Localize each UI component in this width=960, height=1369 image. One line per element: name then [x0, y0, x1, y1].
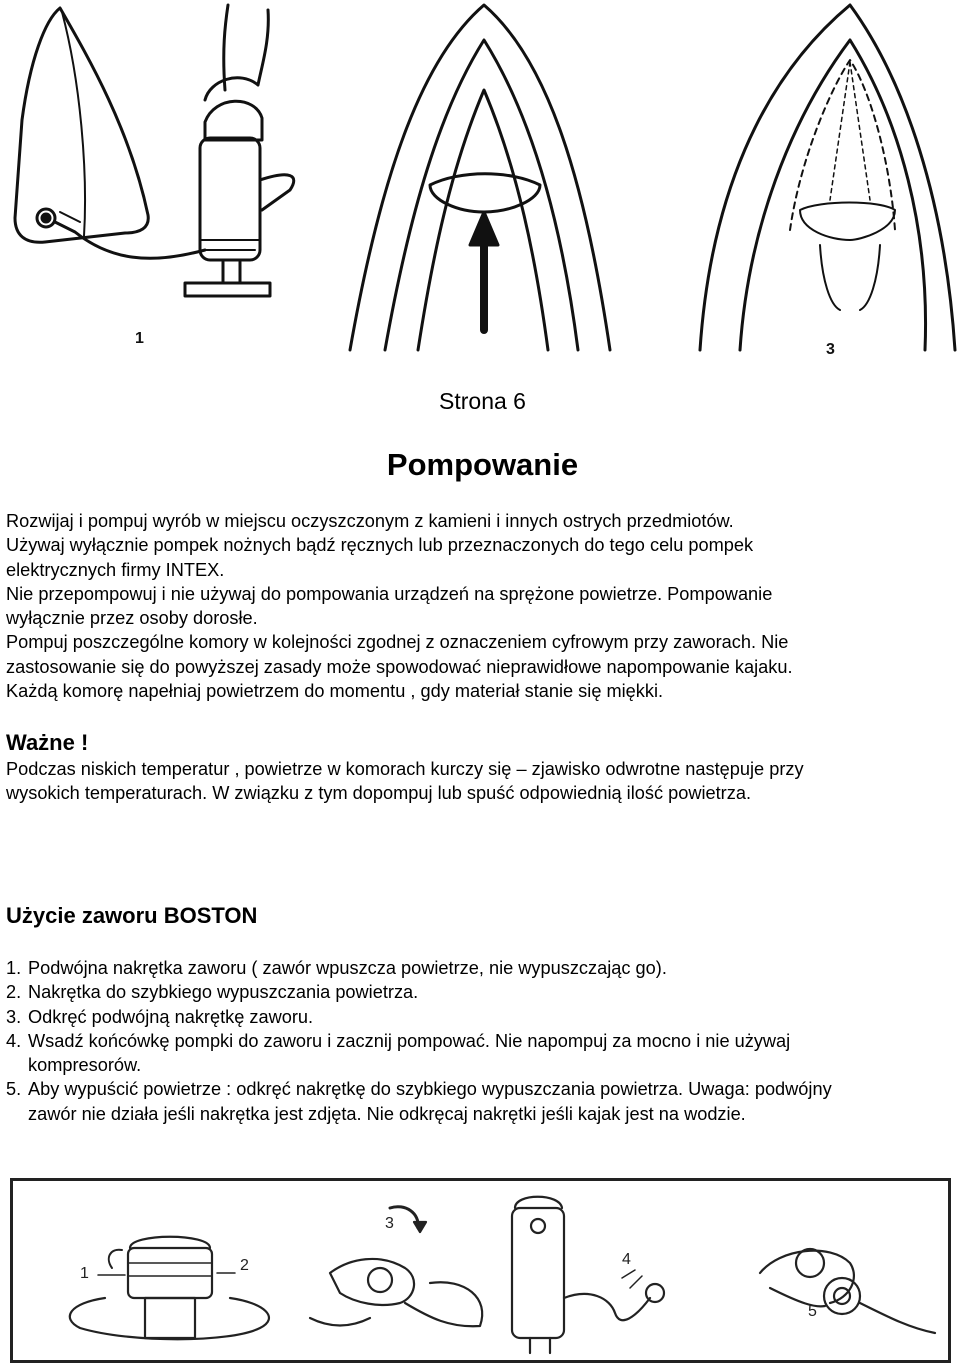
figure-label: 1 — [80, 1265, 89, 1282]
list-item — [6, 980, 956, 1004]
step-number: 3. — [6, 1006, 22, 1027]
text-line: elektrycznych firmy INTEX. — [6, 559, 225, 580]
text-line: wysokich temperaturach. W związku z tym dopompuj lub spuść odpowiednią ilość powietrza. — [6, 783, 752, 804]
step-text — [28, 956, 956, 980]
bow-chamber-drawing — [350, 5, 610, 350]
text-line: zawór nie działa jeśli nakrętka jest zdjęta. Nie odkręcaj nakrętki jeśli kajak jest na wodzie. — [28, 1103, 746, 1124]
text-line: Nakrętka do szybkiego wypuszczania powietrza. — [28, 982, 419, 1003]
page-label: Strona 6 — [439, 388, 526, 414]
step-text — [28, 1005, 956, 1029]
text-line: Nie przepompowuj i nie używaj do pompowania urządzeń na sprężone powietrze. Pompowanie — [6, 583, 773, 604]
step-number: 4. — [6, 1030, 22, 1051]
bow-footrest-drawing — [700, 5, 955, 350]
inflation-illustration-top — [0, 0, 960, 360]
list-item — [6, 1005, 956, 1029]
text-line: Każdą komorę napełniaj powietrzem do momentu , gdy materiał stanie się miękki. — [6, 681, 664, 702]
quick-release-drawing — [760, 1249, 935, 1333]
list-item — [6, 1029, 956, 1078]
figure-label: 2 — [240, 1257, 249, 1274]
figure-label: 1 — [135, 330, 144, 347]
text-line: kompresorów. — [28, 1055, 142, 1076]
step-number: 5. — [6, 1079, 22, 1100]
text-line: Pompuj poszczególne komory w kolejności zgodnej z oznaczeniem cyfrowym przy zaworach. Nie — [6, 632, 789, 653]
text-line: zastosowanie się do powyższej zasady może spowodować nieprawidłowe napompowanie kajaku. — [6, 656, 793, 677]
step-number: 2. — [6, 982, 22, 1003]
important-heading: Ważne ! — [6, 730, 89, 755]
text-line: Podwójna nakrętka zaworu ( zawór wpuszcza powietrze, nie wypuszczając go). — [28, 958, 667, 978]
text-line: Aby wypuścić powietrze : odkręć nakrętkę do szybkiego wypuszczania powietrza. Uwaga: podwójny — [28, 1079, 832, 1100]
text-line: wyłącznie przez osoby dorosłe. — [6, 608, 258, 629]
step-number: 1. — [6, 958, 22, 978]
text-line: Odkręć podwójną nakrętkę zaworu. — [28, 1006, 314, 1027]
boston-steps-list — [6, 956, 956, 1126]
text-line: Rozwijaj i pompuj wyrób w miejscu oczyszczonym z kamieni i innych ostrych przedmiotów. — [6, 511, 734, 531]
boston-heading: Użycie zaworu BOSTON — [6, 903, 258, 928]
pump-hose-drawing — [512, 1197, 664, 1353]
text-line: Wsadź końcówkę pompki do zaworu i zacznij pompować. Nie napompuj za mocno i nie używaj — [28, 1030, 791, 1051]
step-text — [28, 1029, 956, 1078]
step-text — [28, 1077, 956, 1126]
hands-unscrewing-drawing — [310, 1207, 482, 1327]
valve-drawing — [70, 1237, 269, 1340]
step-text — [28, 980, 956, 1004]
figure-label: 4 — [622, 1251, 631, 1268]
text-line: Podczas niskich temperatur , powietrze w komorach kurczy się – zjawisko odwrotne następuje przy — [6, 759, 804, 779]
figure-label: 5 — [808, 1303, 817, 1320]
intro-paragraph — [6, 509, 951, 703]
boston-valve-illustration — [10, 1178, 951, 1363]
figure-label: 3 — [385, 1215, 394, 1232]
figure-label: 3 — [826, 341, 835, 358]
text-line: Używaj wyłącznie pompek nożnych bądź ręcznych lub przeznaczonych do tego celu pompek — [6, 535, 754, 556]
list-item — [6, 956, 956, 980]
page-title: Pompowanie — [386, 447, 579, 482]
important-paragraph — [6, 757, 951, 806]
list-item — [6, 1077, 956, 1126]
hand-pump-drawing — [15, 5, 294, 296]
